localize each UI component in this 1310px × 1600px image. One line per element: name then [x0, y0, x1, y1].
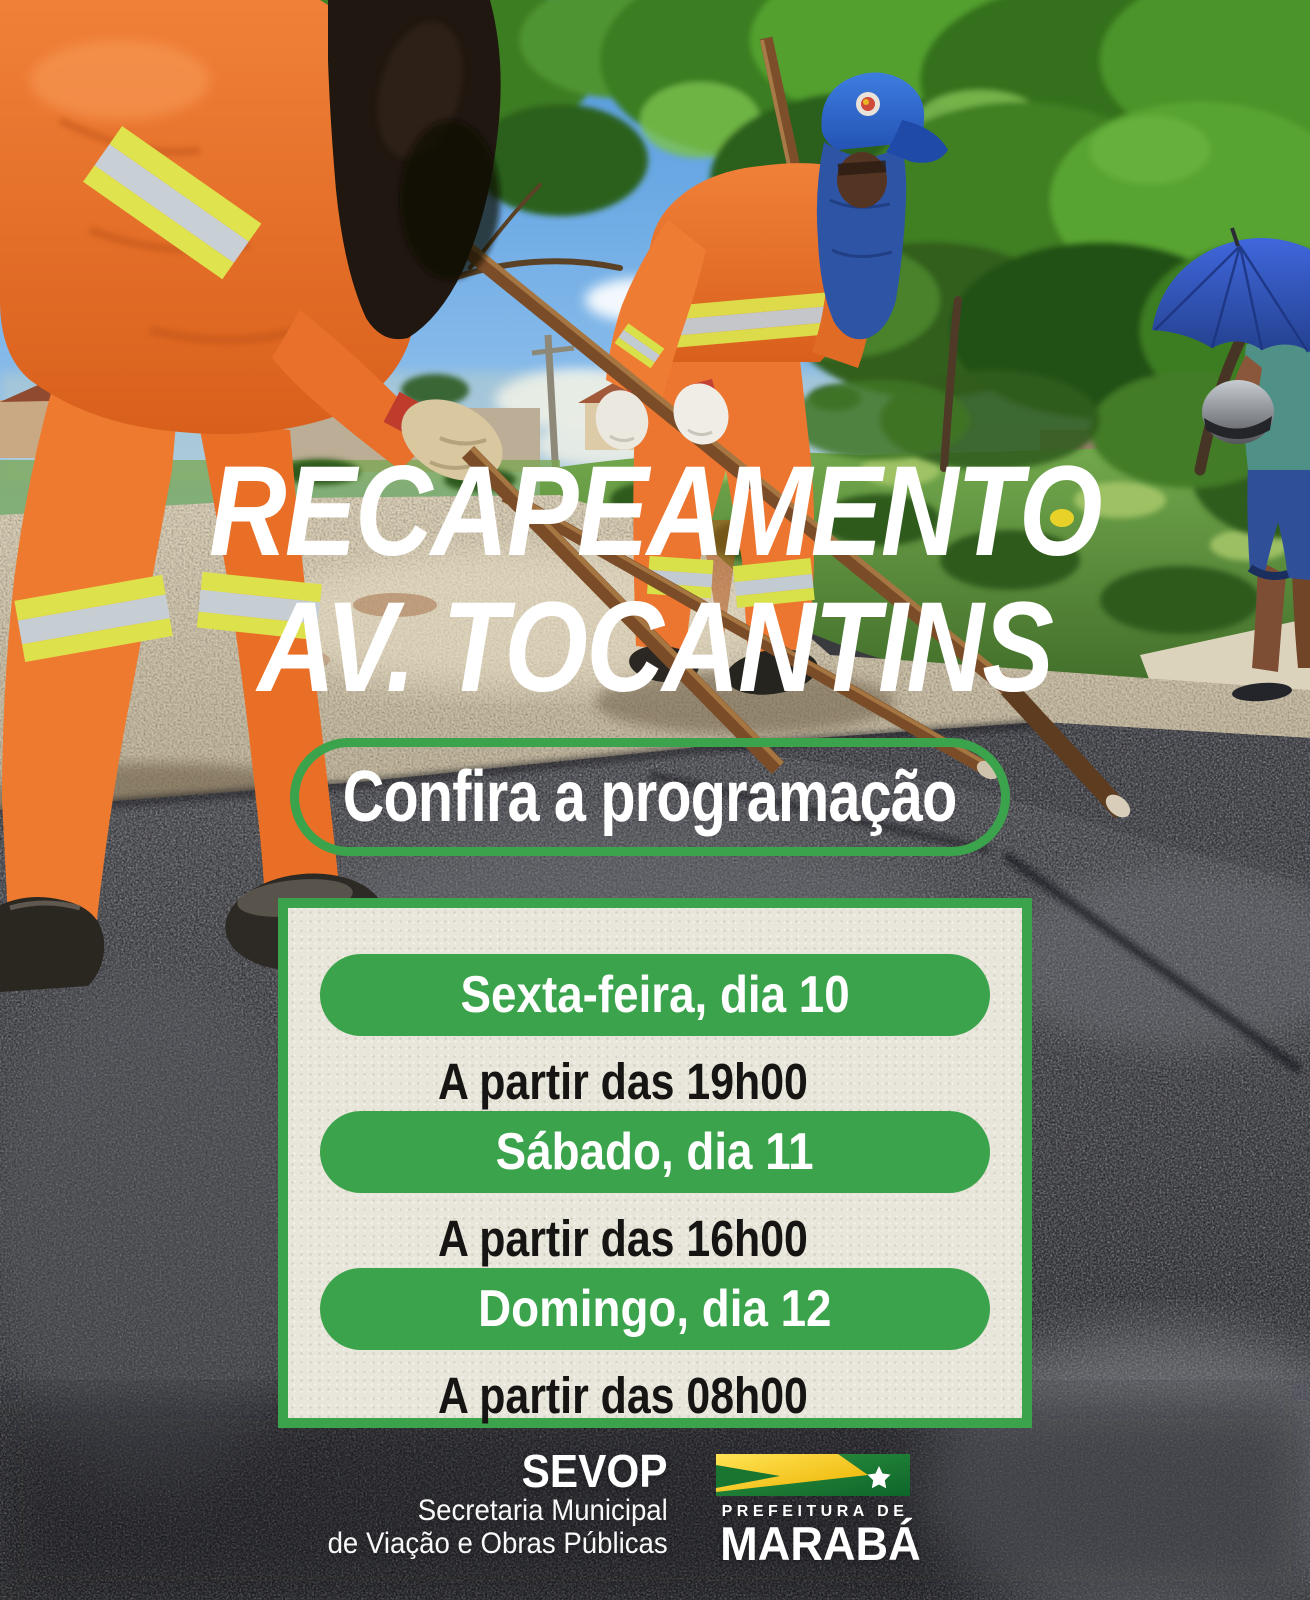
day-pill: [320, 1111, 990, 1193]
poster-title: [0, 440, 1310, 719]
schedule-entry: [288, 954, 1022, 1111]
time-row: [288, 1209, 1022, 1268]
schedule-card: [278, 898, 1032, 1428]
sevop-signature: [298, 1445, 668, 1560]
schedule-entry: [288, 1111, 1022, 1268]
banner-pill: [290, 738, 1010, 856]
time-label: A partir das 19h00: [438, 1053, 808, 1110]
title-line-1: RECAPEAMENTO: [209, 440, 1101, 583]
sevop-acronym: SEVOP: [522, 1445, 668, 1497]
city-name: MARABÁ: [720, 1517, 921, 1570]
sevop-line-2: de Viação e Obras Públicas: [327, 1527, 668, 1560]
time-label: A partir das 16h00: [438, 1210, 808, 1267]
title-line-2: AV. TOCANTINS: [257, 576, 1053, 719]
prefeitura-logo: [716, 1454, 921, 1570]
day-pill: [320, 1268, 990, 1350]
face: [837, 152, 887, 208]
day-pill: [320, 954, 990, 1036]
time-row: [288, 1366, 1022, 1425]
helmet-icon: [1202, 380, 1274, 444]
day-label: Sábado, dia 11: [496, 1123, 814, 1181]
prefeitura-label: PREFEITURA DE: [721, 1503, 909, 1520]
day-label: Sexta-feira, dia 10: [460, 966, 850, 1024]
time-label: A partir das 08h00: [438, 1367, 808, 1424]
sevop-line-1: Secretaria Municipal: [417, 1494, 668, 1527]
time-row: [288, 1052, 1022, 1111]
maraba-flag-icon: [716, 1454, 910, 1496]
banner-label: Confira a programação: [343, 757, 957, 837]
schedule-entry: [288, 1268, 1022, 1425]
day-label: Domingo, dia 12: [478, 1280, 832, 1338]
